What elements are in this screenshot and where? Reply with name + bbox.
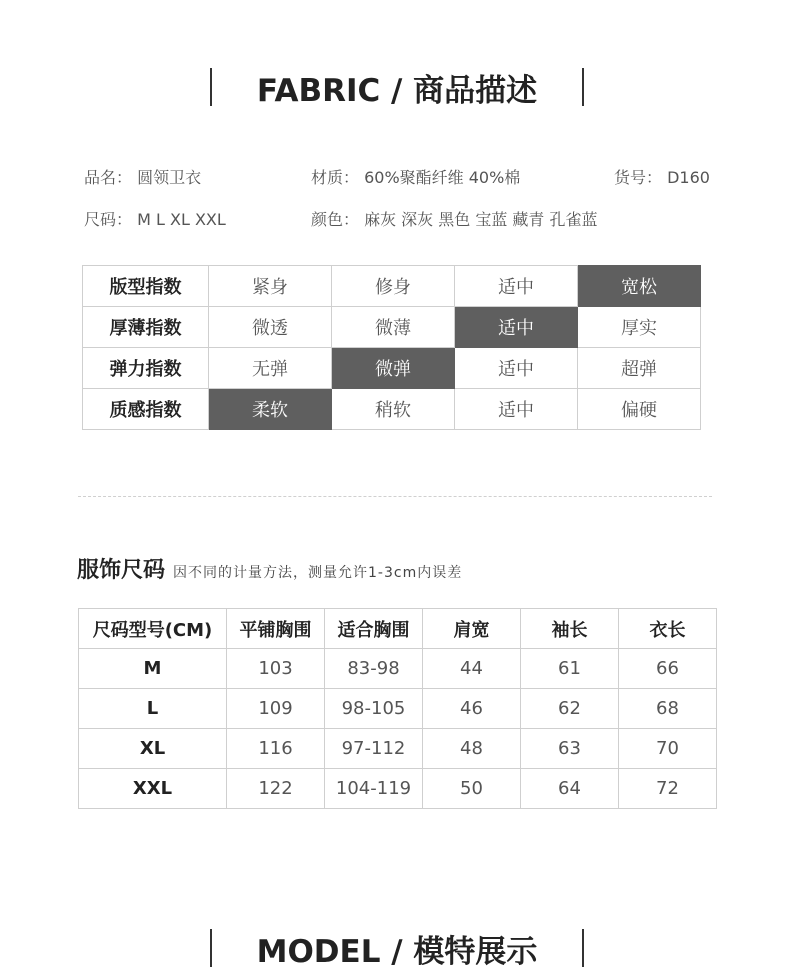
size-table-header: 肩宽 xyxy=(423,609,521,649)
fabric-index-option: 紧身 xyxy=(209,266,332,307)
product-colors: 颜色： 麻灰 深灰 黑色 宝蓝 藏青 孔雀蓝 xyxy=(311,210,598,229)
fabric-index-label: 版型指数 xyxy=(83,266,209,307)
fabric-index-option: 适中 xyxy=(455,348,578,389)
size-table-cell: 63 xyxy=(521,729,619,769)
size-table-size-cell: L xyxy=(79,689,227,729)
size-table-row xyxy=(79,729,717,769)
size-section-title: 服饰尺码 xyxy=(77,558,166,583)
size-table-size-cell: XL xyxy=(79,729,227,769)
size-table-cell: 68 xyxy=(619,689,717,729)
fabric-index-table xyxy=(82,265,701,430)
fabric-index-option-selected: 适中 xyxy=(455,307,578,348)
size-section-heading xyxy=(77,553,462,584)
fabric-index-label: 弹力指数 xyxy=(83,348,209,389)
fabric-index-option: 适中 xyxy=(455,389,578,430)
size-table-header-row xyxy=(79,609,717,649)
fabric-index-option-selected: 微弹 xyxy=(332,348,455,389)
fabric-index-option-selected: 宽松 xyxy=(578,266,701,307)
size-table-cell: 70 xyxy=(619,729,717,769)
size-table-cell: 104-119 xyxy=(325,769,423,809)
fabric-index-option: 稍软 xyxy=(332,389,455,430)
size-table-cell: 97-112 xyxy=(325,729,423,769)
product-material: 材质： 60%聚酯纤维 40%棉 xyxy=(311,168,521,187)
fabric-index-option: 适中 xyxy=(455,266,578,307)
product-sizes: 尺码： M L XL XXL xyxy=(84,210,226,229)
size-table-header: 衣长 xyxy=(619,609,717,649)
size-table-cell: 46 xyxy=(423,689,521,729)
size-table-cell: 66 xyxy=(619,649,717,689)
size-table-header: 尺码型号(CM) xyxy=(79,609,227,649)
size-table-cell: 62 xyxy=(521,689,619,729)
fabric-index-row xyxy=(83,266,701,307)
size-table xyxy=(78,608,717,809)
size-table-cell: 72 xyxy=(619,769,717,809)
size-table-header: 袖长 xyxy=(521,609,619,649)
size-table-cell: 98-105 xyxy=(325,689,423,729)
fabric-index-option: 偏硬 xyxy=(578,389,701,430)
fabric-index-option: 微透 xyxy=(209,307,332,348)
size-table-size-cell: XXL xyxy=(79,769,227,809)
size-table-cell: 109 xyxy=(227,689,325,729)
size-table-cell: 122 xyxy=(227,769,325,809)
section-divider xyxy=(78,496,712,497)
fabric-index-option: 无弹 xyxy=(209,348,332,389)
product-item-number: 货号： D160 xyxy=(614,168,710,187)
fabric-index-row xyxy=(83,389,701,430)
model-section-title: MODEL / 模特展示 xyxy=(210,929,584,967)
size-section-note: 因不同的计量方法，测量允许1-3cm内误差 xyxy=(173,565,463,581)
fabric-index-option: 修身 xyxy=(332,266,455,307)
fabric-index-option-selected: 柔软 xyxy=(209,389,332,430)
fabric-section-title: FABRIC / 商品描述 xyxy=(210,68,584,106)
size-table-cell: 103 xyxy=(227,649,325,689)
size-table-cell: 64 xyxy=(521,769,619,809)
fabric-index-option: 厚实 xyxy=(578,307,701,348)
size-table-cell: 44 xyxy=(423,649,521,689)
size-table-row xyxy=(79,689,717,729)
fabric-index-option: 超弹 xyxy=(578,348,701,389)
size-table-row xyxy=(79,649,717,689)
size-table-cell: 48 xyxy=(423,729,521,769)
size-table-cell: 50 xyxy=(423,769,521,809)
product-name: 品名： 圆领卫衣 xyxy=(84,168,202,187)
size-table-size-cell: M xyxy=(79,649,227,689)
fabric-index-label: 厚薄指数 xyxy=(83,307,209,348)
fabric-index-row xyxy=(83,307,701,348)
size-table-cell: 83-98 xyxy=(325,649,423,689)
size-table-header: 平铺胸围 xyxy=(227,609,325,649)
fabric-index-label: 质感指数 xyxy=(83,389,209,430)
fabric-index-row xyxy=(83,348,701,389)
size-table-cell: 61 xyxy=(521,649,619,689)
size-table-cell: 116 xyxy=(227,729,325,769)
size-table-header: 适合胸围 xyxy=(325,609,423,649)
size-table-row xyxy=(79,769,717,809)
fabric-index-option: 微薄 xyxy=(332,307,455,348)
